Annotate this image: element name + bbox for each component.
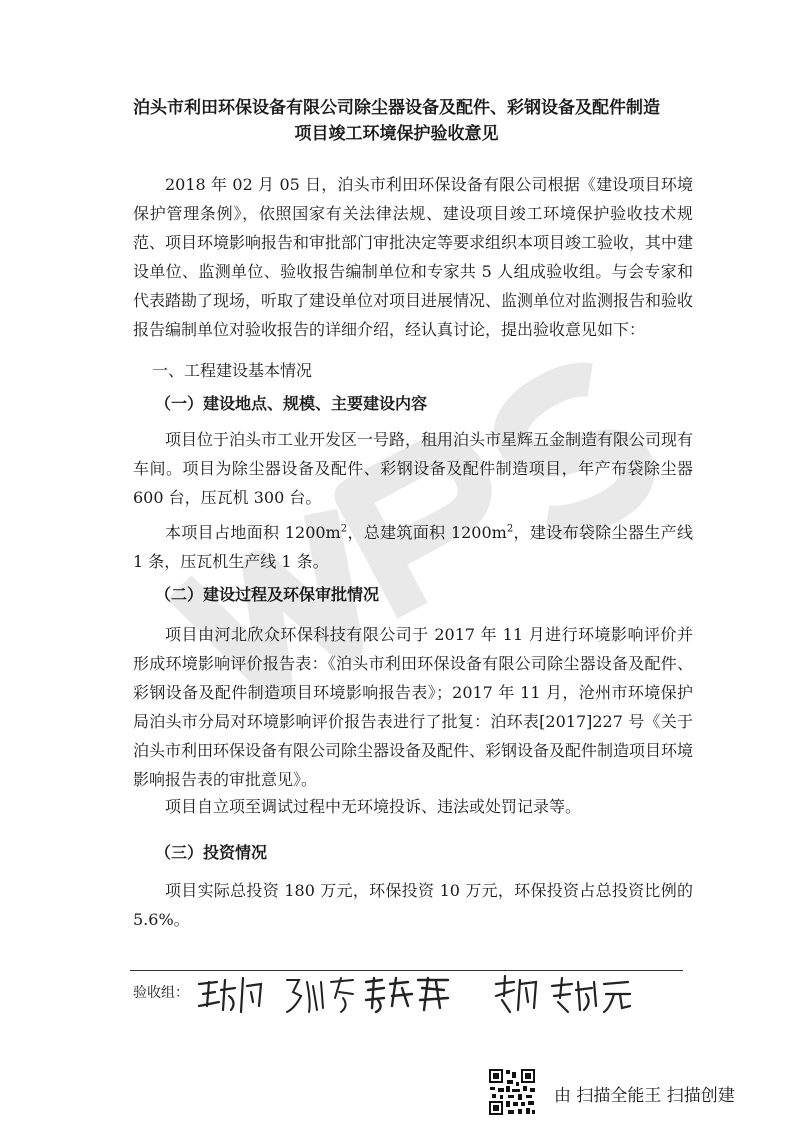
signature-divider xyxy=(130,970,683,971)
signature-1 xyxy=(195,972,265,1018)
signature-3 xyxy=(362,972,452,1018)
investment-paragraph: 项目实际总投资 180 万元，环保投资 10 万元，环保投资占总投资比例的 5.6%。 xyxy=(133,881,693,929)
document-title-line1: 泊头市利田环保设备有限公司除尘器设备及配件、彩钢设备及配件制造 xyxy=(133,98,660,118)
subsection-heading-2: （二）建设过程及环保审批情况 xyxy=(155,585,380,604)
signature-2 xyxy=(283,972,358,1018)
area-paragraph xyxy=(133,518,693,576)
scanner-footer xyxy=(488,1068,788,1120)
section-heading-1: 一、工程建设基本情况 xyxy=(152,361,313,380)
document-title-line2: 项目竣工环境保护验收意见 xyxy=(294,124,499,144)
signature-5 xyxy=(548,972,633,1018)
area-sup-2: 2 xyxy=(506,523,514,535)
approval-paragraph: 项目由河北欣众环保科技有限公司于 2017 年 11 月进行环境影响评价并形成环境影响评价报告表：《泊头市利田环保设备有限公司除尘器设备及配件、彩钢设备及配件制造项目环境影响报告表》；2017 年 11 月，沧州市环境保护局泊头市分局对环境影响评价报告表进行了批复：泊环表[2017]227 号《关于泊头市利田环保设备有限公司除尘器设备及配件、彩钢设备及配件制造项目环境影响报告表的审批意见》。 xyxy=(133,625,694,789)
no-complaint-paragraph: 项目自立项至调试过程中无环境投诉、违法或处罚记录等。 xyxy=(165,797,582,816)
subsection-heading-3: （三）投资情况 xyxy=(155,843,268,862)
location-paragraph: 项目位于泊头市工业开发区一号路，租用泊头市星辉五金制造有限公司现有车间。项目为除尘器设备及配件、彩钢设备及配件制造项目，年产布袋除尘器 600 台，压瓦机 300 台。 xyxy=(133,430,694,507)
area-text-c: ，建设布袋除尘器生产线 1 条，压瓦机生产线 1 条。 xyxy=(133,523,693,571)
scanner-footer-text: 由 扫描全能王 扫描创建 xyxy=(554,1086,735,1106)
area-sup-1: 2 xyxy=(340,523,348,535)
area-text-a: 本项目占地面积 1200m xyxy=(165,523,341,542)
intro-paragraph: 2018 年 02 月 05 日，泊头市利田环保设备有限公司根据《建设项目环境保护管理条例》，依照国家有关法律法规、建设项目竣工环境保护验收技术规范、项目环境影响报告和审批部门审批决定等要求组织本项目竣工验收，其中建设单位、监测单位、验收报告编制单位和专家共 5 人组成验收组。与会专家和代表踏勘了现场，听取了建设单位对项目进展情况、监测单位对监测报告和验收报告编制单位对验收报告的详细介绍，经认真讨论，提出验收意见如下： xyxy=(133,175,694,339)
signature-4 xyxy=(492,972,542,1018)
signature-label: 验收组： xyxy=(133,985,189,1001)
qr-code-icon xyxy=(488,1068,536,1116)
area-text-b: ，总建筑面积 1200m xyxy=(347,523,507,542)
subsection-heading-1: （一）建设地点、规模、主要建设内容 xyxy=(155,394,428,413)
